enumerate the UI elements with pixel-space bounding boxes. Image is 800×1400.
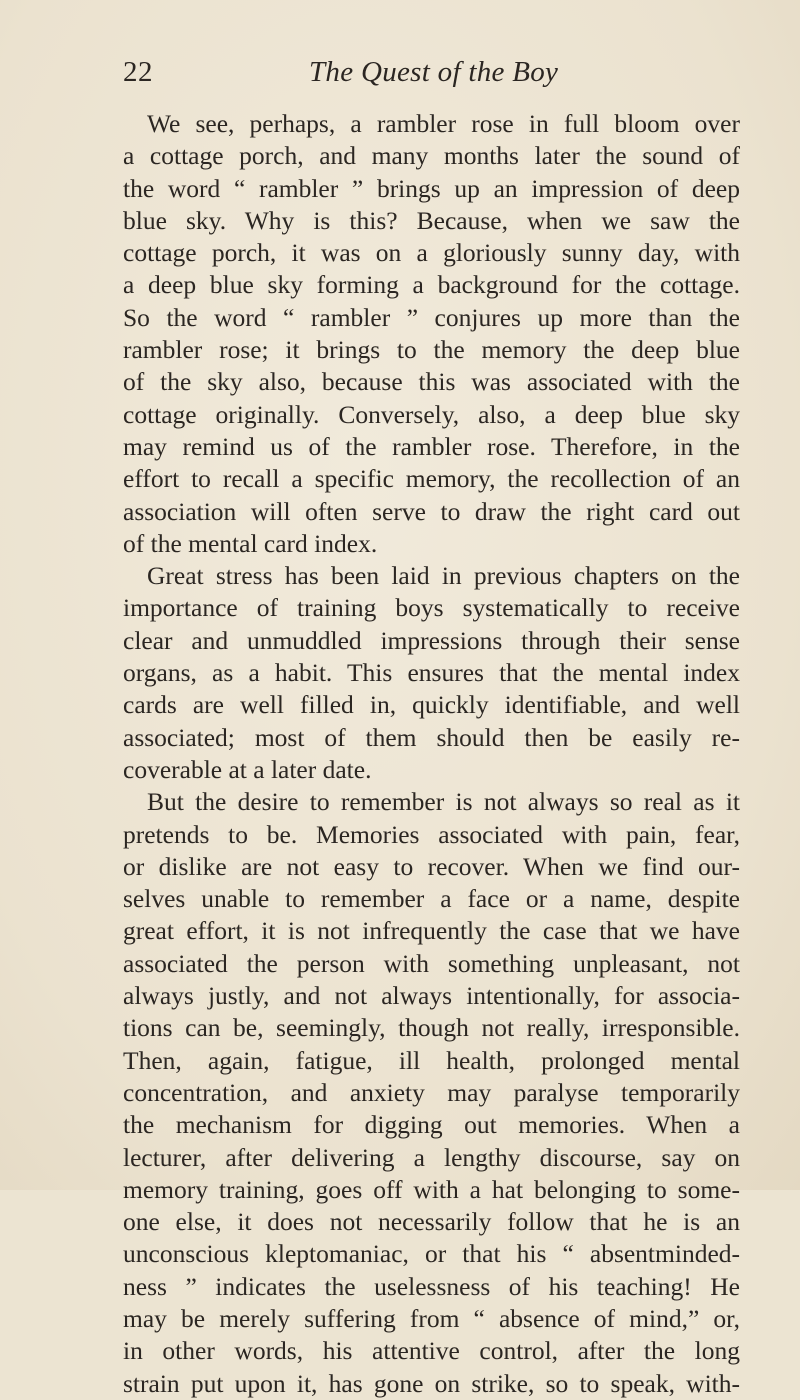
- text-line: association will often serve to draw the right card out: [123, 496, 740, 526]
- text-line: cards are well filled in, quickly identifiable, and well: [123, 690, 740, 720]
- text-line: may be merely suffering from “ absence of mind,” or,: [123, 1303, 740, 1333]
- text-line: of the sky also, because this was associated with the: [123, 367, 740, 397]
- text-line: the word “ rambler ” brings up an impression of deep: [123, 173, 740, 203]
- text-line: of the mental card index.: [123, 528, 378, 558]
- running-title: The Quest of the Boy: [309, 56, 559, 88]
- text-line: unconscious kleptomaniac, or that his “ absentminded-: [123, 1239, 740, 1269]
- text-line: associated the person with something unpleasant, not: [123, 948, 740, 978]
- text-line: a cottage porch, and many months later the sound of: [123, 141, 740, 171]
- text-line: associated; most of them should then be easily re-: [123, 722, 740, 752]
- text-line: may remind us of the rambler rose. Therefore, in the: [123, 431, 740, 461]
- text-line: a deep blue sky forming a background for the cottage.: [123, 270, 740, 300]
- text-line: Great stress has been laid in previous chapters on the: [147, 561, 740, 591]
- text-line: memory training, goes off with a hat belonging to some-: [123, 1174, 740, 1204]
- text-line: cottage originally. Conversely, also, a deep blue sky: [123, 399, 740, 429]
- text-line: importance of training boys systematically to receive: [123, 593, 740, 623]
- page-number: 22: [123, 56, 153, 88]
- text-line: pretends to be. Memories associated with pain, fear,: [123, 819, 740, 849]
- body-text: [123, 108, 740, 1400]
- text-line: We see, perhaps, a rambler rose in full bloom over: [147, 109, 740, 138]
- text-line: in other words, his attentive control, after the long: [123, 1336, 740, 1366]
- text-line: ness ” indicates the uselessness of his teaching! He: [123, 1271, 740, 1301]
- text-line: or dislike are not easy to recover. When we find our-: [123, 851, 740, 881]
- text-line: one else, it does not necessarily follow that he is an: [123, 1207, 740, 1237]
- text-line: cottage porch, it was on a gloriously sunny day, with: [123, 238, 740, 268]
- text-line: concentration, and anxiety may paralyse temporarily: [123, 1077, 740, 1107]
- text-line: effort to recall a specific memory, the recollection of an: [123, 464, 740, 494]
- text-line: great effort, it is not infrequently the case that we have: [123, 916, 740, 946]
- text-line: clear and unmuddled impressions through their sense: [123, 625, 740, 655]
- text-line: coverable at a later date.: [123, 754, 372, 784]
- text-line: But the desire to remember is not always so real as it: [147, 787, 740, 817]
- text-line: strain put upon it, has gone on strike, so to speak, with-: [123, 1368, 740, 1398]
- text-line: always justly, and not always intentionally, for associa-: [123, 981, 740, 1011]
- text-line: rambler rose; it brings to the memory the deep blue: [123, 335, 740, 365]
- text-line: organs, as a habit. This ensures that the mental index: [123, 658, 740, 688]
- text-line: lecturer, after delivering a lengthy discourse, say on: [123, 1142, 740, 1172]
- text-line: tions can be, seemingly, though not really, irresponsible.: [123, 1013, 740, 1043]
- text-line: the mechanism for digging out memories. When a: [123, 1110, 740, 1140]
- text-line: blue sky. Why is this? Because, when we saw the: [123, 205, 740, 235]
- text-line: Then, again, fatigue, ill health, prolonged mental: [123, 1045, 740, 1075]
- text-line: selves unable to remember a face or a name, despite: [123, 884, 740, 914]
- text-line: So the word “ rambler ” conjures up more than the: [123, 302, 740, 332]
- page-header: [123, 52, 763, 92]
